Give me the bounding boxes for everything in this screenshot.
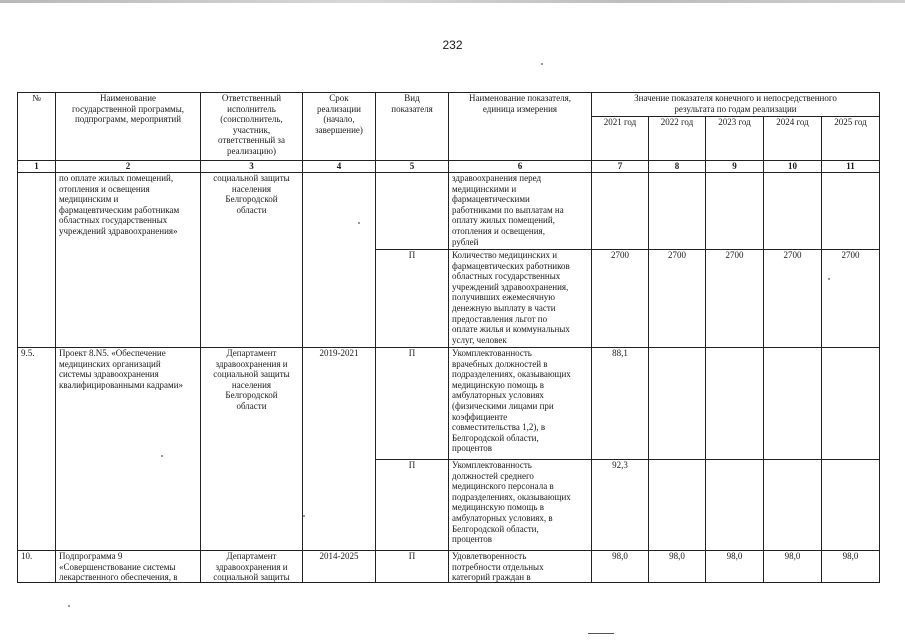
row-value [592,551,649,583]
row-indicator: Укомплектованность должностей среднего медицинского персонала в подразделениях, оказывающих медицинскую помощь в амбулаторных условиях, в Белгородской области, процентов [449,460,592,551]
header-executor: Ответственный исполнитель (соисполнитель, участник, ответственный за реализацию) [201,93,303,161]
header-year: 2021 год [592,117,649,161]
row-value-text: 98,0 [669,551,685,561]
program-table [17,92,880,583]
row-value-text: 98,0 [726,551,743,561]
scan-speck [358,222,360,224]
row-value [649,173,706,250]
page-number: 232 [442,38,463,52]
column-number: 3 [201,161,303,173]
table-row [18,173,880,250]
column-number: 5 [376,161,449,173]
row-no [18,551,56,583]
scan-edge [0,0,905,3]
row-value [764,173,822,250]
row-value [706,173,764,250]
column-numbers-row [18,161,880,173]
row-value [764,551,822,583]
row-indicator: Укомплектованность врачебных должностей в подразделениях, оказывающих медицинскую помощь в амбулаторных условиях (физическими лицами при коэффициенте совместительства 1,2), в Белгородской области, процентов [449,348,592,460]
row-value: 2700 [706,250,764,348]
column-number: 7 [592,161,649,173]
row-value [822,551,880,583]
row-term [303,551,376,583]
row-value: 2700 [822,250,880,348]
row-no [18,173,56,348]
header-term: Срок реализации (начало, завершение) [303,93,376,161]
row-value-text: 98,0 [612,551,628,561]
column-number: 8 [649,161,706,173]
row-value: 2700 [649,250,706,348]
scan-speck [161,455,163,457]
row-term: 2019-2021 [303,348,376,551]
column-number: 11 [822,161,880,173]
header-no: № [18,93,56,161]
row-value [822,173,880,250]
row-kind: П [376,250,449,348]
table-row [18,551,880,583]
row-value [592,173,649,250]
row-name [56,551,201,583]
header-year: 2024 год [764,117,822,161]
row-no: 9.5. [18,348,56,551]
row-value [706,460,764,551]
row-kind [376,173,449,250]
scan-speck [828,278,830,280]
row-executor: Департамент здравоохранения и социальной защиты населения Белгородской области [201,348,303,551]
row-value [764,460,822,551]
row-executor: социальной защиты населения Белгородской области [201,173,303,348]
row-indicator [449,551,592,583]
column-number: 9 [706,161,764,173]
row-kind [376,551,449,583]
row-name: Проект 8.N5. «Обеспечение медицинских организаций системы здравоохранения квалифицированными кадрами» [56,348,201,551]
scan-speck [541,63,543,65]
column-number: 1 [18,161,56,173]
row-indicator-text: Удовлетворенность потребности отдельных категорий граждан в [452,551,544,582]
row-value [649,348,706,460]
header-values-group: Значение показателя конечного и непосредственного результата по годам реализации [592,93,880,117]
header-name: Наименование государственной программы, подпрограмм, мероприятий [56,93,201,161]
row-executor [201,551,303,583]
row-term [303,173,376,348]
row-value: 2700 [592,250,649,348]
row-value [822,460,880,551]
scan-speck [68,605,70,607]
row-no-text: 10. [21,551,33,561]
header-year: 2022 год [649,117,706,161]
row-value-text: 98,0 [784,551,801,561]
row-executor-text: Департамент здравоохранения и социальной защиты [213,551,290,582]
row-value [649,551,706,583]
row-term-text: 2014-2025 [319,551,359,561]
row-value-text: 98,0 [842,551,859,561]
scan-speck [303,515,305,517]
scan-mark [588,633,614,634]
row-value: 92,3 [592,460,649,551]
row-value [764,348,822,460]
row-value: 88,1 [592,348,649,460]
row-kind-text: П [408,551,416,561]
column-number: 10 [764,161,822,173]
column-number: 2 [56,161,201,173]
row-indicator: здравоохранения перед медицинскими и фармацевтическими работниками по выплатам на оплату жилых помещений, отопления и освещения, рублей [449,173,592,250]
row-kind: П [376,348,449,460]
row-name: по оплате жилых помещений, отопления и освещения медицинским и фармацевтическим работникам областных государственных учреждений здравоохранения» [56,173,201,348]
table-row [18,348,880,460]
header-indicator: Наименование показателя, единица измерения [449,93,592,161]
row-name-text: Подпрограмма 9 «Совершенствование системы лекарственного обеспечения, в [59,551,178,582]
row-kind: П [376,460,449,551]
row-indicator: Количество медицинских и фармацевтических работников областных государственных учреждений здравоохранения, получивших ежемесячную денежную выплату в части предоставления льгот по оплате жилья и коммунальных услуг, человек [449,250,592,348]
column-number: 4 [303,161,376,173]
row-value: 2700 [764,250,822,348]
row-value [706,551,764,583]
row-value [822,348,880,460]
header-kind: Вид показателя [376,93,449,161]
row-value [706,348,764,460]
row-value [649,460,706,551]
header-year: 2023 год [706,117,764,161]
column-number: 6 [449,161,592,173]
header-year: 2025 год [822,117,880,161]
